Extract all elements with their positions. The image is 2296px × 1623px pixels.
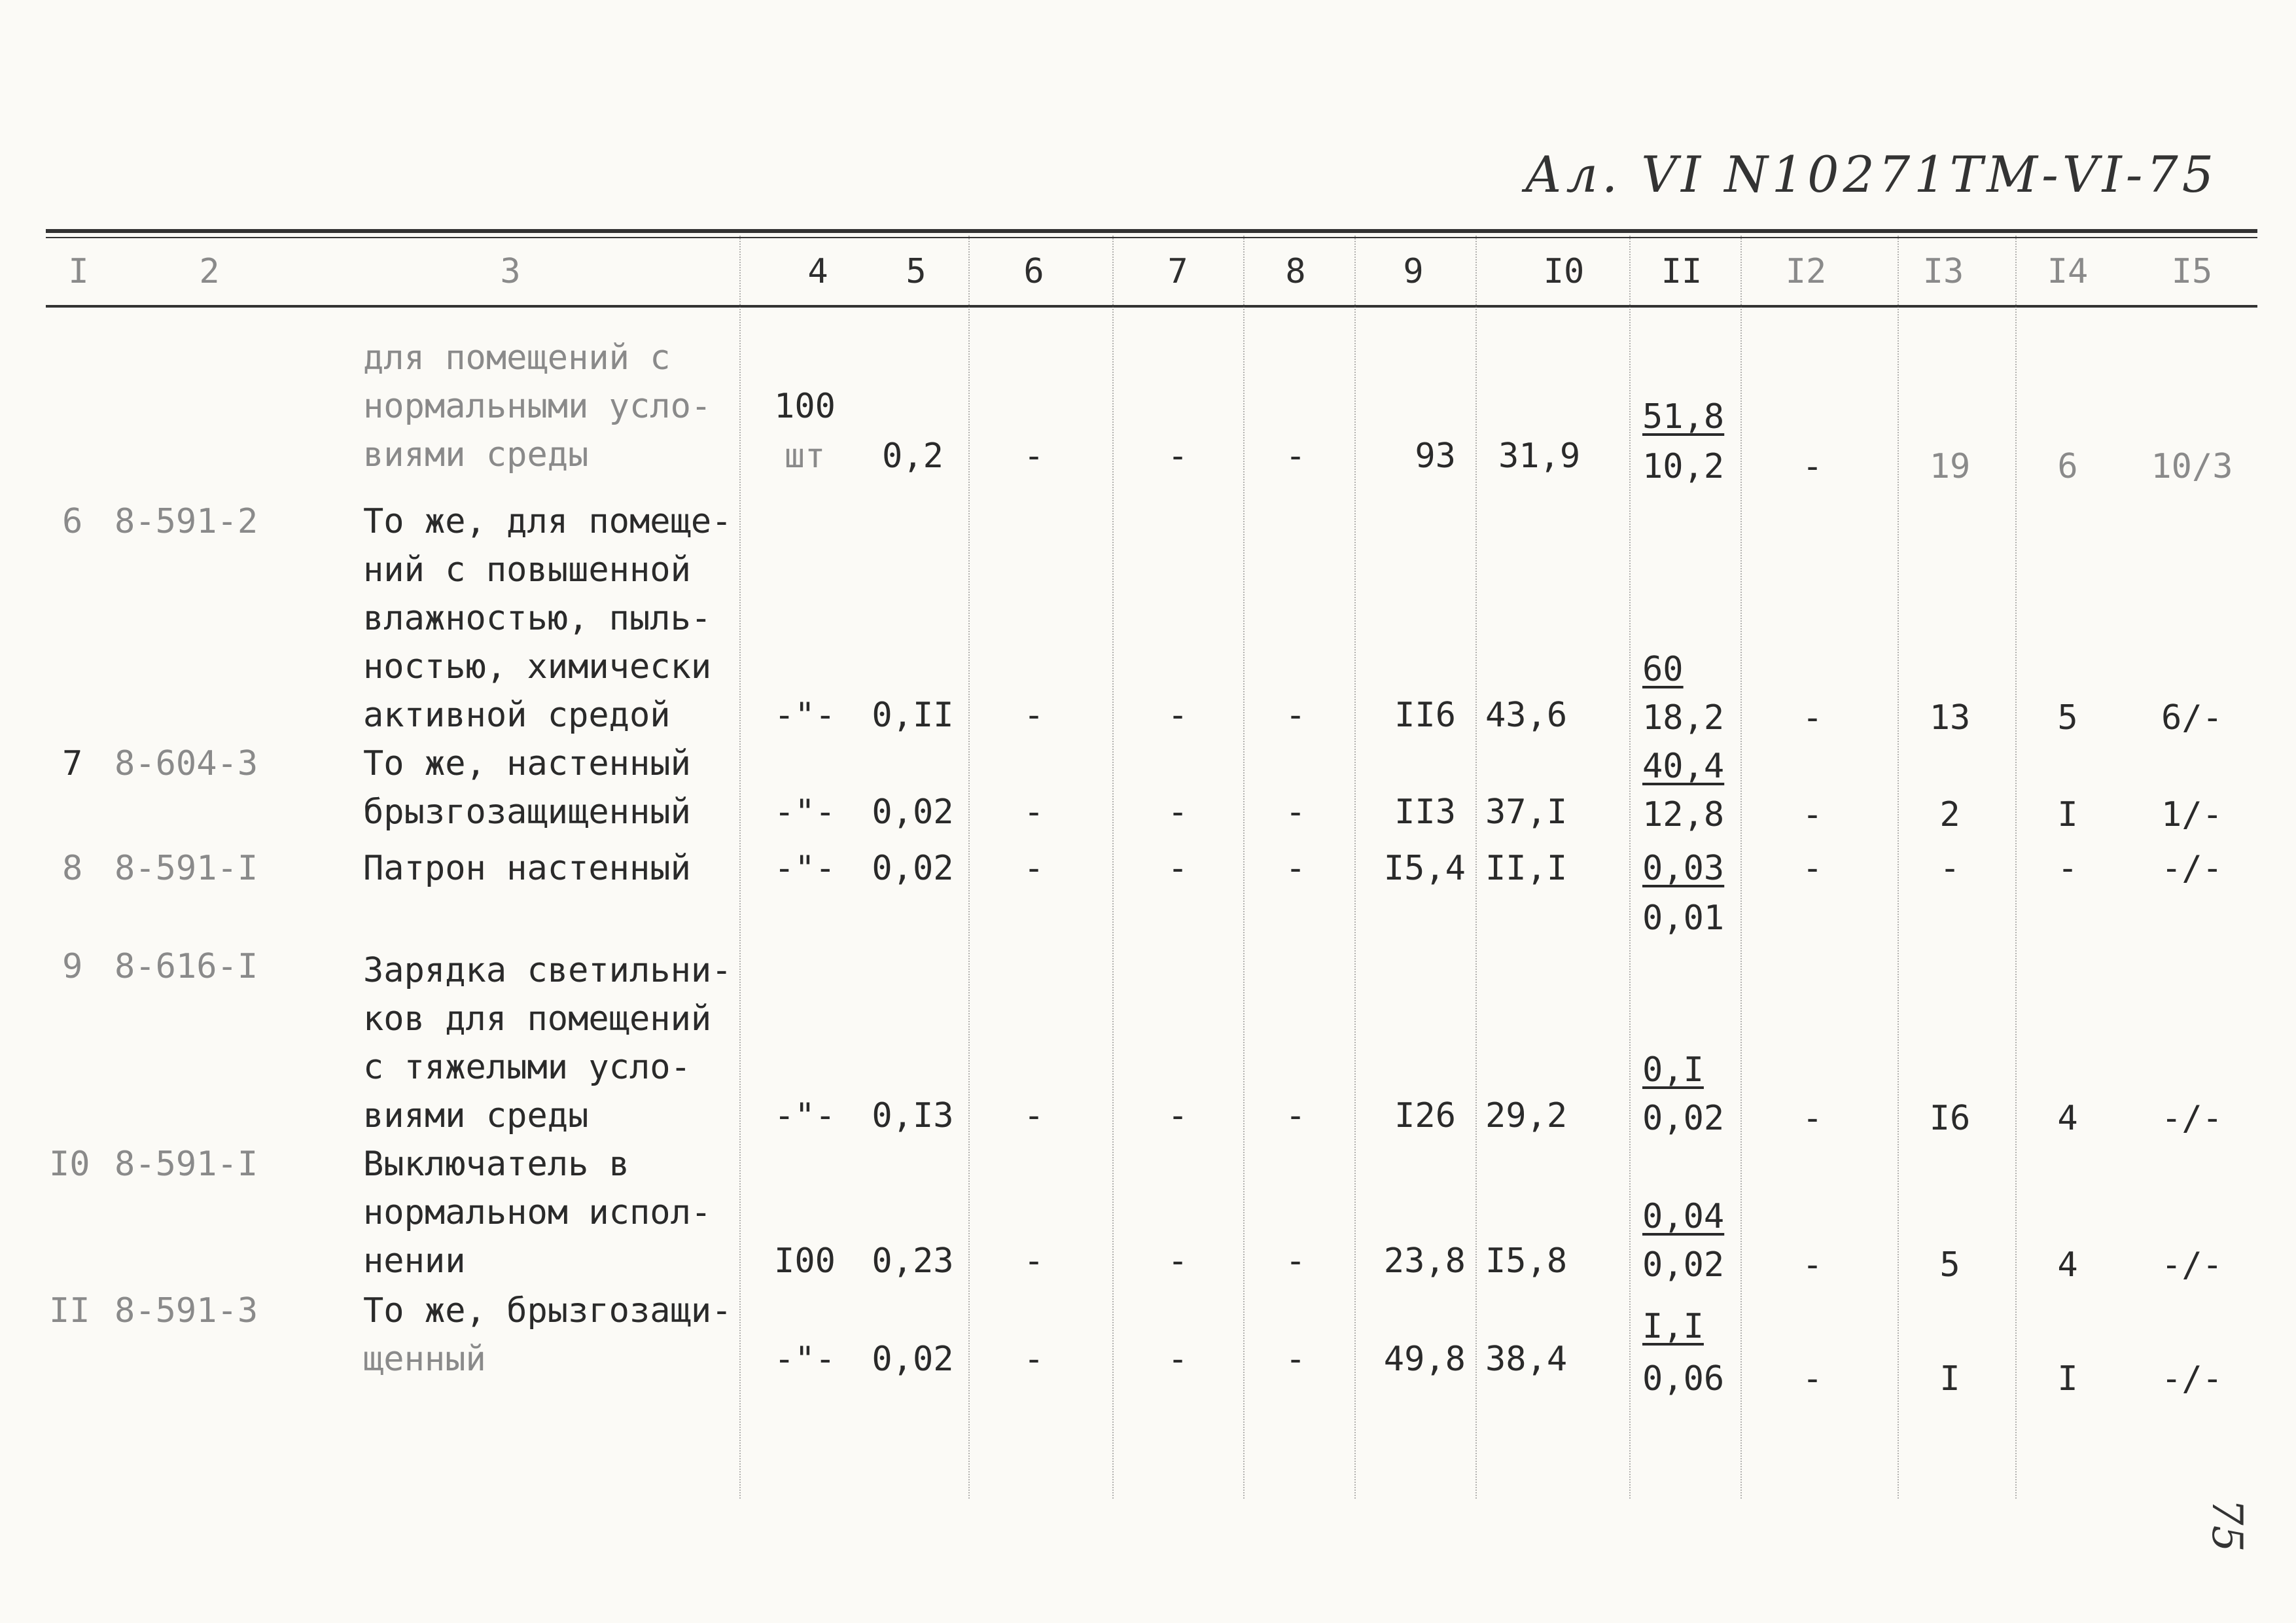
cell-col14: I <box>2057 1359 2078 1399</box>
column-header: 8 <box>1285 252 1306 291</box>
cell-col9: II3 <box>1394 793 1456 832</box>
cell-col11-bottom: 0,06 <box>1642 1359 1725 1399</box>
cell-col7: - <box>1167 437 1188 476</box>
cell-col11-bottom: 12,8 <box>1642 795 1725 834</box>
cell-col8: - <box>1285 437 1306 476</box>
cell-col15: -/- <box>2161 1359 2223 1399</box>
cell-col9: 93 <box>1415 437 1456 476</box>
row-description: То же, для помеще- ний с повышенной влажностью, пыль- ностью, химически активной средой <box>363 502 732 735</box>
cell-col11-top: 60 <box>1642 650 1684 689</box>
cell-col13: 13 <box>1929 698 1971 738</box>
cell-col12: - <box>1802 1245 1823 1285</box>
cell-col14: - <box>2057 849 2078 888</box>
column-divider <box>1629 236 1631 1499</box>
cell-col13: 19 <box>1929 447 1971 486</box>
cell-col11-bottom: 10,2 <box>1642 447 1725 486</box>
cell-col15: -/- <box>2161 849 2223 888</box>
cell-col13: I6 <box>1929 1099 1971 1138</box>
cell-col12: - <box>1802 795 1823 834</box>
row-number: 6 <box>62 502 83 541</box>
cell-col4: I00 <box>774 1241 836 1281</box>
column-divider <box>1898 236 1899 1499</box>
column-header: 7 <box>1167 252 1188 291</box>
column-header: I3 <box>1922 252 1964 291</box>
cell-col8: - <box>1285 1096 1306 1135</box>
column-divider <box>1354 236 1356 1499</box>
cell-col6: - <box>1023 1241 1044 1281</box>
cell-col15: 10/3 <box>2151 447 2233 486</box>
cell-col13: - <box>1939 849 1960 888</box>
column-header: 9 <box>1403 252 1424 291</box>
cell-col6: - <box>1023 793 1044 832</box>
cell-col5: 0,23 <box>872 1241 954 1281</box>
cell-col7: - <box>1167 1241 1188 1281</box>
cell-col11-bottom: 18,2 <box>1642 698 1725 738</box>
cell-col11-top: 51,8 <box>1642 397 1725 437</box>
column-divider <box>1475 236 1477 1499</box>
cell-col4: -"- <box>774 1096 836 1135</box>
cell-col9: 23,8 <box>1383 1241 1466 1281</box>
column-divider <box>1740 236 1742 1499</box>
cell-col15: -/- <box>2161 1245 2223 1285</box>
cell-col5: 0,02 <box>872 793 954 832</box>
handwritten-reference: Ал. VI N10271ТМ-VI-75 <box>1525 145 2218 204</box>
cell-col7: - <box>1167 1340 1188 1379</box>
cell-col11-top: 0,I <box>1642 1050 1704 1090</box>
row-code: 8-591-I <box>115 849 258 888</box>
row-code: 8-604-3 <box>115 744 258 783</box>
column-header: I <box>68 252 89 291</box>
cell-col6: - <box>1023 696 1044 735</box>
row-number: II <box>49 1291 90 1330</box>
cell-col10: 38,4 <box>1485 1340 1568 1379</box>
cell-col10: II,I <box>1485 849 1568 888</box>
column-header: 2 <box>199 252 220 291</box>
row-code: 8-616-I <box>115 947 258 986</box>
cell-col12: - <box>1802 1359 1823 1399</box>
column-divider <box>968 236 970 1499</box>
cell-col7: - <box>1167 696 1188 735</box>
column-header: 4 <box>807 252 828 291</box>
cell-col5: 0,02 <box>872 849 954 888</box>
cell-col9: 49,8 <box>1383 1340 1466 1379</box>
cell-col8: - <box>1285 1340 1306 1379</box>
cell-col10: 37,I <box>1485 793 1568 832</box>
column-header: 3 <box>500 252 521 291</box>
row-number: 8 <box>62 849 83 888</box>
cell-col13: 2 <box>1939 795 1960 834</box>
row-description: То же, брызгозащи- щенный <box>363 1291 732 1379</box>
cell-col14: 6 <box>2057 447 2078 486</box>
cell-col5: 0,I3 <box>872 1096 954 1135</box>
row-description: Зарядка светильни- ков для помещений с тяжелыми усло- виями среды <box>363 951 732 1135</box>
cell-col12: - <box>1802 1099 1823 1138</box>
column-divider <box>1112 236 1114 1499</box>
cell-col9: II6 <box>1394 696 1456 735</box>
cell-col12: - <box>1802 447 1823 486</box>
row-number: 9 <box>62 947 83 986</box>
row-description: Выключатель в нормальном испол- нении <box>363 1145 712 1281</box>
cell-col4-unit: шт <box>784 437 826 476</box>
row-number: I0 <box>49 1145 90 1184</box>
cell-col5: 0,2 <box>882 437 944 476</box>
cell-col15: 6/- <box>2161 698 2223 738</box>
cell-col11-top: 40,4 <box>1642 747 1725 786</box>
column-header: I2 <box>1785 252 1827 291</box>
row-description: То же, настенный брызгозащищенный <box>363 744 691 832</box>
row-description: Патрон настенный <box>363 849 691 888</box>
cell-col8: - <box>1285 696 1306 735</box>
cell-col8: - <box>1285 1241 1306 1281</box>
cell-col10: 29,2 <box>1485 1096 1568 1135</box>
cell-col10: 43,6 <box>1485 696 1568 735</box>
cell-col14: 5 <box>2057 698 2078 738</box>
cell-col9: I5,4 <box>1383 849 1466 888</box>
row-code: 8-591-I <box>115 1145 258 1184</box>
cell-col7: - <box>1167 1096 1188 1135</box>
column-header: 5 <box>906 252 927 291</box>
cell-col8: - <box>1285 849 1306 888</box>
cell-col11-top: 0,04 <box>1642 1197 1725 1236</box>
cell-col8: - <box>1285 793 1306 832</box>
cell-col15: 1/- <box>2161 795 2223 834</box>
cell-col6: - <box>1023 849 1044 888</box>
cell-col5: 0,II <box>872 696 954 735</box>
column-divider <box>1243 236 1245 1499</box>
row-code: 8-591-3 <box>115 1291 258 1330</box>
cell-col14: 4 <box>2057 1245 2078 1285</box>
cell-col10: 31,9 <box>1498 437 1581 476</box>
cell-col12: - <box>1802 698 1823 738</box>
cell-col6: - <box>1023 1096 1044 1135</box>
column-header: I4 <box>2047 252 2089 291</box>
cell-col4: -"- <box>774 696 836 735</box>
cell-col6: - <box>1023 1340 1044 1379</box>
cell-col9: I26 <box>1394 1096 1456 1135</box>
row-description: для помещений с нормальными усло- виями среды <box>363 338 712 474</box>
cell-col15: -/- <box>2161 1099 2223 1138</box>
column-header: I0 <box>1543 252 1585 291</box>
cell-col11-bottom: 0,01 <box>1642 899 1725 938</box>
header-rule-top <box>46 229 2257 233</box>
column-header: 6 <box>1023 252 1044 291</box>
cell-col11-bottom: 0,02 <box>1642 1099 1725 1138</box>
cell-col7: - <box>1167 793 1188 832</box>
column-header: I5 <box>2171 252 2213 291</box>
cell-col11-top: 0,03 <box>1642 849 1725 888</box>
cell-col7: - <box>1167 849 1188 888</box>
cell-col11-bottom: 0,02 <box>1642 1245 1725 1285</box>
cell-col4: -"- <box>774 849 836 888</box>
column-divider <box>2015 236 2017 1499</box>
cell-col11-top: I,I <box>1642 1307 1704 1346</box>
row-number: 7 <box>62 744 83 783</box>
cell-col10: I5,8 <box>1485 1241 1568 1281</box>
cell-col4: 100 <box>774 387 836 426</box>
cell-col4: -"- <box>774 1340 836 1379</box>
cell-col4: -"- <box>774 793 836 832</box>
cell-col13: I <box>1939 1359 1960 1399</box>
cell-col5: 0,02 <box>872 1340 954 1379</box>
header-rule-top-thin <box>46 237 2257 238</box>
cell-col12: - <box>1802 849 1823 888</box>
cell-col14: 4 <box>2057 1099 2078 1138</box>
cell-col14: I <box>2057 795 2078 834</box>
header-rule-bottom <box>46 305 2257 308</box>
page-number: 75 <box>2202 1499 2251 1552</box>
cell-col6: - <box>1023 437 1044 476</box>
cell-col13: 5 <box>1939 1245 1960 1285</box>
row-code: 8-591-2 <box>115 502 258 541</box>
column-header: II <box>1661 252 1703 291</box>
